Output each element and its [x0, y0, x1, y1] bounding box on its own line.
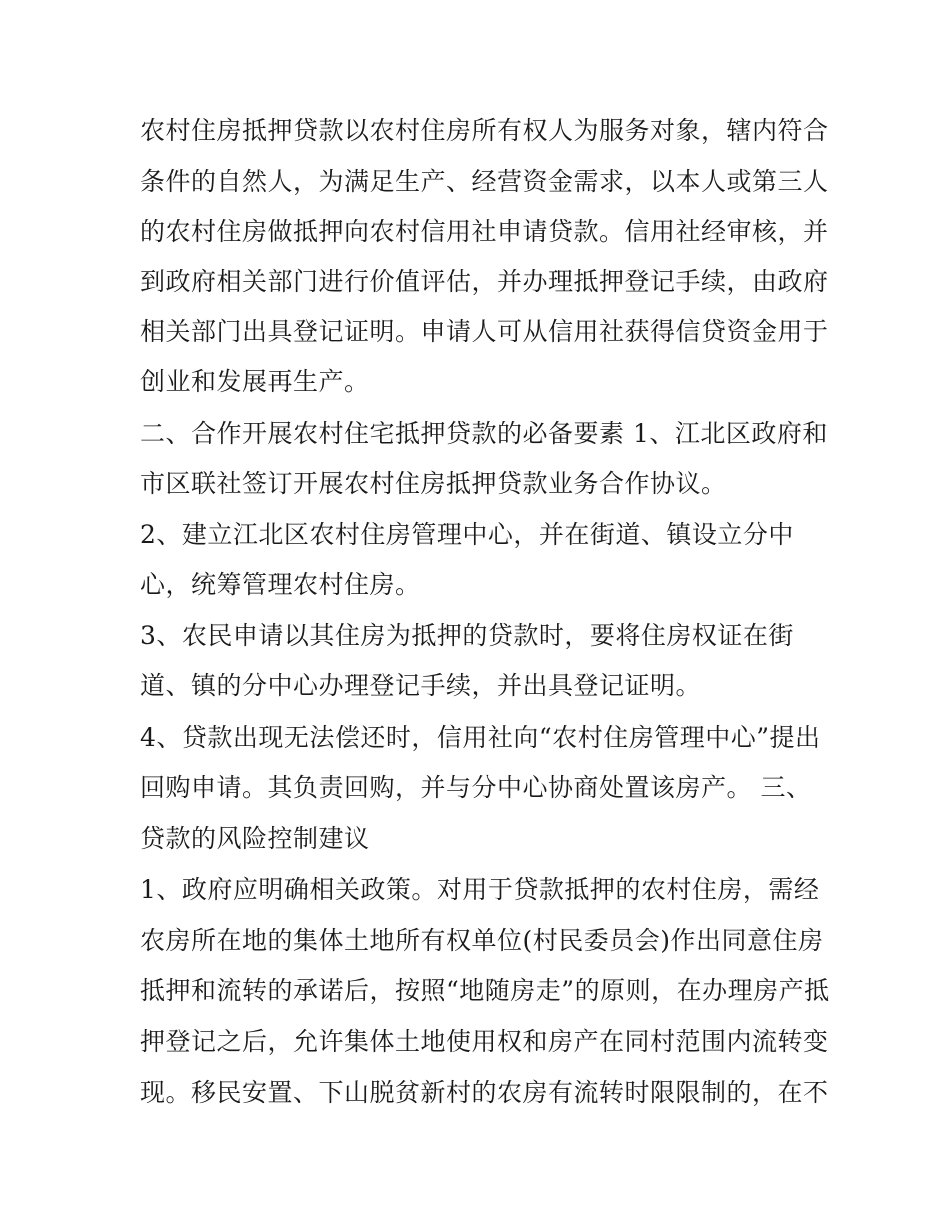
- text-line: 押登记之后，允许集体土地使用权和房产在同村范围内流转变: [140, 1027, 829, 1056]
- text-line: 1、政府应明确相关政策。对用于贷款抵押的农村住房，需经: [140, 875, 820, 904]
- text-line: 创业和发展再生产。: [140, 367, 370, 396]
- text-line: 条件的自然人，为满足生产、经营资金需求，以本人或第三人: [140, 167, 829, 196]
- text-line: 市区联社签订开展农村住房抵押贷款业务合作协议。: [140, 469, 727, 498]
- text-line: 现。移民安置、下山脱贫新村的农房有流转时限限制的，在不: [140, 1078, 829, 1107]
- text-line: 农村住房抵押贷款以农村住房所有权人为服务对象，辖内符合: [140, 116, 829, 145]
- text-line: 农房所在地的集体土地所有权单位(村民委员会)作出同意住房: [140, 926, 824, 955]
- text-line: 道、镇的分中心办理登记手续，并出具登记证明。: [140, 671, 702, 700]
- text-line: 4、贷款出现无法偿还时，信用社向“农村住房管理中心”提出: [140, 723, 821, 752]
- text-line: 心，统筹管理农村住房。: [140, 570, 421, 599]
- text-line: 相关部门出具登记证明。申请人可从信用社获得信贷资金用于: [140, 317, 829, 346]
- text-line: 2、建立江北区农村住房管理中心，并在街道、镇设立分中: [140, 520, 794, 549]
- text-line: 回购申请。其负责回购，并与分中心协商处置该房产。 三、: [140, 773, 812, 802]
- text-line: 到政府相关部门进行价值评估，并办理抵押登记手续，由政府: [140, 267, 829, 296]
- text-line: 的农村住房做抵押向农村信用社申请贷款。信用社经审核，并: [140, 217, 829, 246]
- text-line: 贷款的风险控制建议: [140, 824, 370, 853]
- text-line: 抵押和流转的承诺后，按照“地随房走”的原则，在办理房产抵: [140, 976, 830, 1005]
- text-line: 3、农民申请以其住房为抵押的贷款时，要将住房权证在街: [140, 621, 794, 650]
- text-line: 二、合作开展农村住宅抵押贷款的必备要素 1、江北区政府和: [140, 419, 828, 448]
